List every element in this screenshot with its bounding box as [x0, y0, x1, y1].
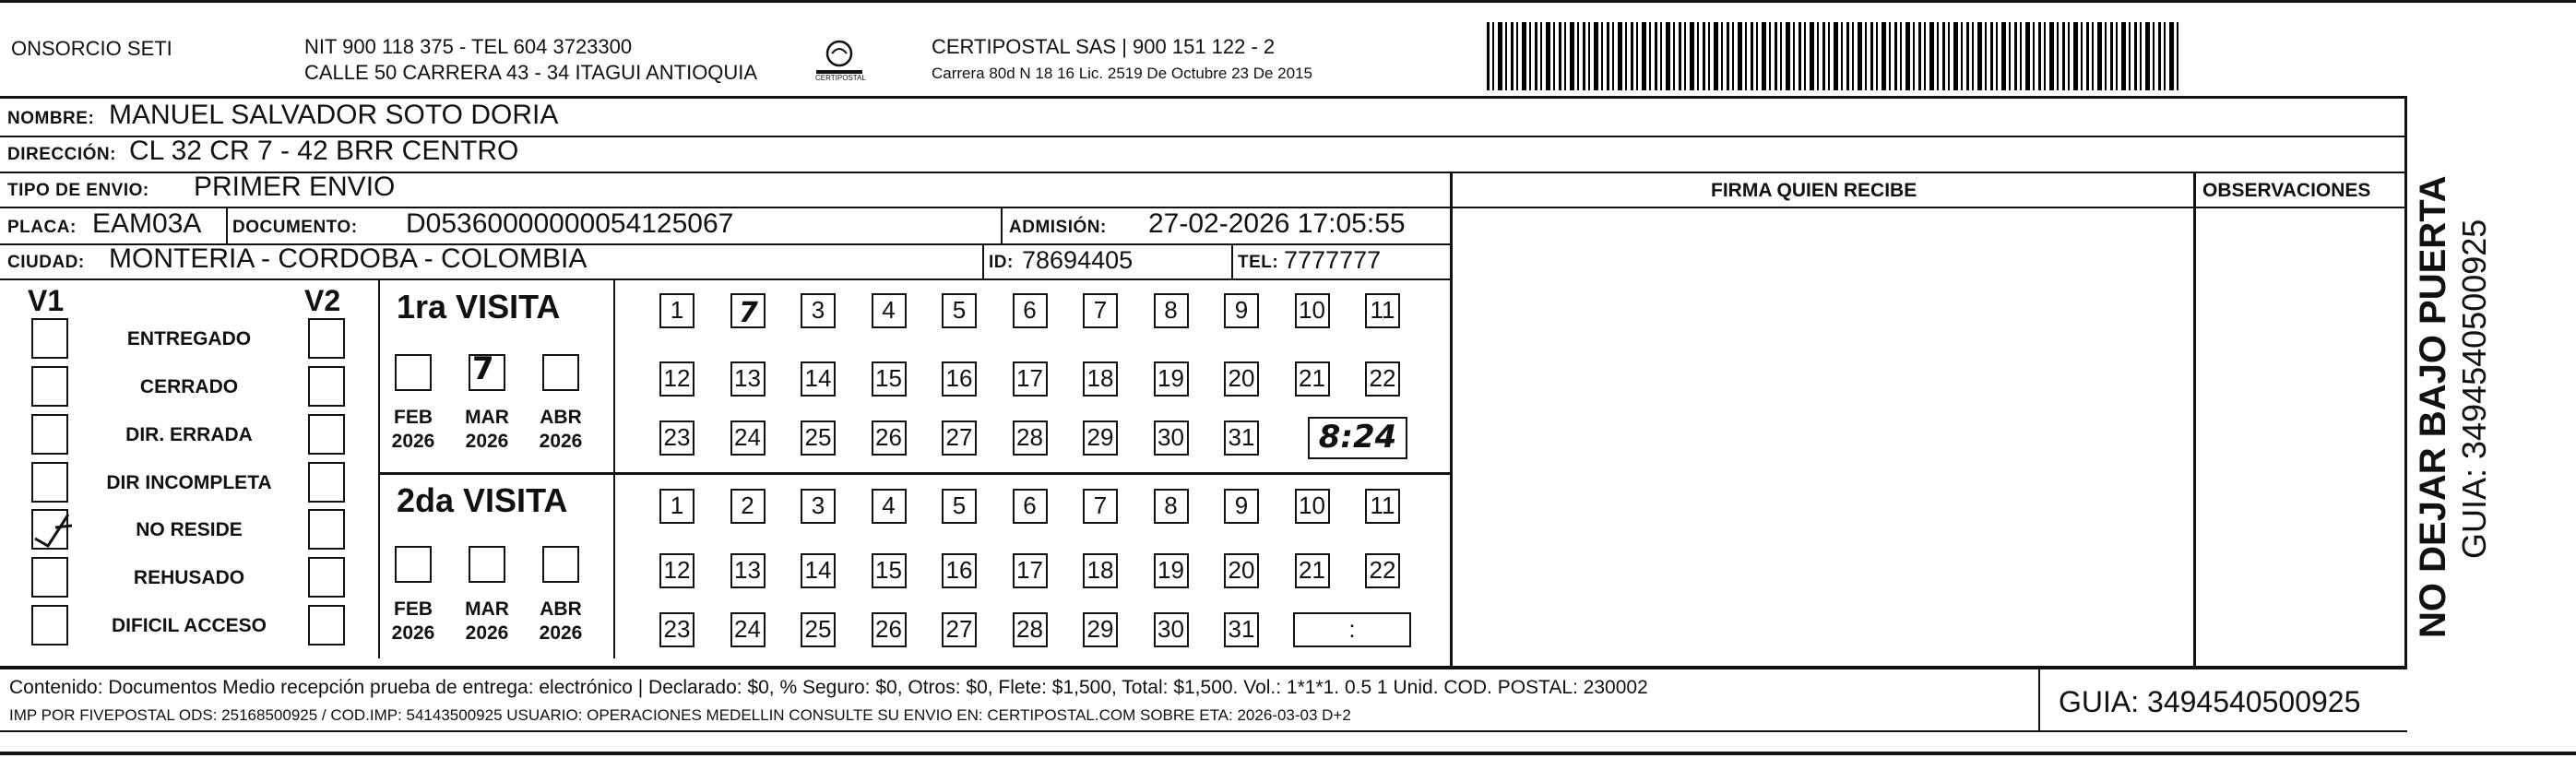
day-checkbox[interactable]: 19 [1154, 553, 1189, 588]
day-checkbox[interactable]: 21 [1295, 361, 1330, 397]
ciudad-label: CIUDAD: [7, 253, 85, 272]
cell-divider [226, 208, 228, 243]
v1-checkbox[interactable] [31, 318, 68, 359]
day-checkbox[interactable]: 12 [659, 553, 694, 588]
direccion-value: CL 32 CR 7 - 42 BRR CENTRO [129, 136, 519, 166]
day-checkbox[interactable]: 13 [730, 361, 766, 397]
handwritten-time: 8:24 [1308, 417, 1407, 459]
day-checkbox[interactable]: 27 [942, 420, 977, 456]
id-value: 78694405 [1022, 246, 1134, 274]
no-dejar-text: NO DEJAR BAJO PUERTA [2413, 175, 2453, 638]
day-checkbox[interactable]: 22 [1365, 361, 1400, 397]
day-checkbox[interactable]: 5 [942, 293, 977, 328]
day-checkbox[interactable]: 27 [942, 612, 977, 647]
day-checkbox[interactable]: 2 [730, 489, 766, 524]
day-checkbox[interactable]: 23 [659, 420, 694, 456]
day-checkbox[interactable]: 24 [730, 612, 766, 647]
reason-label: DIR. ERRADA [125, 424, 253, 445]
day-checkbox[interactable]: 19 [1154, 361, 1189, 397]
day-checkbox[interactable]: 8 [1154, 293, 1189, 328]
day-checkbox[interactable]: 6 [1013, 293, 1048, 328]
day-checkbox[interactable]: 28 [1013, 420, 1048, 456]
month-label: MAR [465, 598, 509, 620]
day-checkbox[interactable]: 20 [1224, 553, 1259, 588]
day-checkbox[interactable]: 9 [1224, 489, 1259, 524]
day-checkbox[interactable]: 16 [942, 553, 977, 588]
day-checkbox[interactable]: 3 [801, 293, 836, 328]
day-checkbox[interactable]: 29 [1083, 420, 1118, 456]
day-checkbox[interactable]: 21 [1295, 553, 1330, 588]
col-divider [1450, 173, 1453, 668]
month-checkbox[interactable] [542, 354, 579, 391]
check-mark-icon [31, 509, 74, 551]
reason-label: NO RESIDE [136, 519, 243, 540]
logo-text: CERTIPOSTAL [815, 74, 866, 82]
month-checkbox[interactable] [395, 546, 432, 583]
day-checkbox[interactable]: 6 [1013, 489, 1048, 524]
address-line: CALLE 50 CARRERA 43 - 34 ITAGUI ANTIOQUIA [304, 61, 758, 84]
month-checkbox[interactable] [395, 354, 432, 391]
year-label: 2026 [391, 622, 435, 644]
v2-checkbox[interactable] [308, 557, 345, 598]
day-checkbox[interactable]: 17 [1013, 361, 1048, 397]
placa-value: EAM03A [92, 208, 202, 239]
tipo-label: TIPO DE ENVIO: [7, 181, 149, 200]
firma-header: FIRMA QUIEN RECIBE [1711, 180, 1917, 201]
v2-checkbox[interactable] [308, 366, 345, 407]
certipostal-address: Carrera 80d N 18 16 Lic. 2519 De Octubre 23 De 2015 [932, 65, 1312, 82]
footer-divider [2038, 668, 2040, 732]
day-checkbox[interactable]: 15 [872, 553, 907, 588]
day-checkbox[interactable]: 10 [1295, 293, 1330, 328]
year-label: 2026 [465, 622, 509, 644]
reason-label: ENTREGADO [126, 328, 252, 349]
day-checkbox[interactable]: 28 [1013, 612, 1048, 647]
day-checkbox[interactable]: 17 [1013, 553, 1048, 588]
tipo-value: PRIMER ENVIO [194, 172, 396, 202]
year-label: 2026 [539, 431, 583, 452]
day-checkbox[interactable]: 5 [942, 489, 977, 524]
reason-label: CERRADO [139, 376, 239, 397]
documento-label: DOCUMENTO: [232, 218, 358, 237]
month-checkbox[interactable] [542, 546, 579, 583]
day-checkbox[interactable]: 18 [1083, 361, 1118, 397]
v2-checkbox[interactable] [308, 509, 345, 550]
frame-top [0, 96, 2407, 99]
day-checkbox[interactable]: 4 [872, 489, 907, 524]
visit-divider [378, 472, 1453, 475]
month-label: FEB [394, 598, 433, 620]
day-checkbox[interactable]: 25 [801, 420, 836, 456]
v1-checkbox[interactable] [31, 557, 68, 598]
v1-checkbox[interactable] [31, 366, 68, 407]
v1-checkbox[interactable] [31, 605, 68, 645]
frame-right [2404, 96, 2407, 668]
placa-label: PLACA: [7, 218, 77, 237]
nit-line: NIT 900 118 375 - TEL 604 3723300 [304, 35, 633, 58]
day-checkbox[interactable]: 14 [801, 553, 836, 588]
day-checkbox[interactable]: 31 [1224, 612, 1259, 647]
footer-guia: GUIA: 3494540500925 [2059, 685, 2361, 718]
second-visit-title: 2da VISITA [397, 481, 568, 519]
day-checkbox[interactable]: 31 [1224, 420, 1259, 456]
top-border [0, 0, 2576, 3]
v1-checkbox[interactable] [31, 414, 68, 455]
year-label: 2026 [465, 431, 509, 452]
day-checkbox[interactable]: 30 [1154, 420, 1189, 456]
ciudad-value: MONTERIA - CORDOBA - COLOMBIA [109, 243, 588, 274]
day-checkbox[interactable]: 10 [1295, 489, 1330, 524]
side-guia: GUIA: 3494540500925 [2455, 219, 2493, 559]
day-checkbox[interactable]: 15 [872, 361, 907, 397]
cell-divider [982, 245, 984, 278]
barcode [1487, 22, 2178, 90]
reason-label: REHUSADO [133, 567, 245, 588]
year-label: 2026 [539, 622, 583, 644]
cell-divider [1231, 245, 1233, 278]
company-name: ONSORCIO SETI [11, 37, 172, 60]
v1-label: V1 [28, 284, 65, 317]
month-checkbox[interactable] [469, 546, 505, 583]
tel-label: TEL: [1238, 253, 1279, 272]
observaciones-header: OBSERVACIONES [2202, 180, 2371, 201]
footer-line2: IMP POR FIVEPOSTAL ODS: 25168500925 / COD.IMP: 54143500925 USUARIO: OPERACIONES MEDELLIN CONSULTE SU ENVIO EN: CERTIPOSTAL.COM SOBRE ETA: 2026-03-03 D+2 [9, 706, 1351, 724]
day-checkbox[interactable]: 9 [1224, 293, 1259, 328]
day-checkbox[interactable]: 4 [872, 293, 907, 328]
v2-checkbox[interactable] [308, 605, 345, 645]
certipostal-line: CERTIPOSTAL SAS | 900 151 122 - 2 [932, 35, 1276, 58]
col-divider [2193, 173, 2196, 668]
handwritten-day-mark: 7 [739, 297, 758, 329]
day-checkbox[interactable]: 1 [659, 489, 694, 524]
day-checkbox[interactable]: 24 [730, 420, 766, 456]
day-checkbox[interactable]: 13 [730, 553, 766, 588]
reason-label: DIFICIL ACCESO [111, 615, 267, 636]
documento-value: D05360000000054125067 [406, 208, 734, 239]
day-checkbox[interactable]: 18 [1083, 553, 1118, 588]
month-label: ABR [540, 598, 582, 620]
day-checkbox[interactable]: 23 [659, 612, 694, 647]
time-field[interactable]: : [1293, 612, 1411, 647]
day-checkbox[interactable]: 12 [659, 361, 694, 397]
v2-checkbox[interactable] [308, 414, 345, 455]
day-checkbox[interactable]: 20 [1224, 361, 1259, 397]
tel-value: 7777777 [1284, 246, 1382, 274]
nombre-label: NOMBRE: [7, 109, 95, 128]
row-line [0, 278, 1453, 280]
day-checkbox[interactable]: 3 [801, 489, 836, 524]
month-label: MAR [465, 407, 509, 428]
footer-bottom [0, 730, 2407, 732]
day-checkbox[interactable]: 7 [1083, 489, 1118, 524]
day-checkbox[interactable]: 26 [872, 612, 907, 647]
nombre-value: MANUEL SALVADOR SOTO DORIA [109, 100, 559, 130]
id-label: ID: [989, 253, 1014, 272]
day-checkbox[interactable]: 11 [1365, 489, 1400, 524]
day-checkbox[interactable]: 8 [1154, 489, 1189, 524]
cell-divider [1001, 208, 1003, 243]
v2-checkbox[interactable] [308, 462, 345, 503]
day-checkbox[interactable]: 29 [1083, 612, 1118, 647]
admision-value: 27-02-2026 17:05:55 [1148, 208, 1406, 239]
month-label: FEB [394, 407, 433, 428]
handwritten-month-mark: 7 [472, 350, 494, 387]
col-divider [613, 280, 615, 658]
footer-line1: Contenido: Documentos Medio recepción prueba de entrega: electrónico | Declarado: $0, % Seguro: $0, Otros: $0, Flete: $1,500, Total: $1,500. Vol.: 1*1*1. 0.5 1 Unid. COD. POSTAL: 230002 [9, 677, 1648, 698]
month-label: ABR [540, 407, 582, 428]
day-checkbox[interactable]: 11 [1365, 293, 1400, 328]
day-checkbox[interactable]: 16 [942, 361, 977, 397]
year-label: 2026 [391, 431, 435, 452]
first-visit-title: 1ra VISITA [397, 288, 561, 326]
v2-checkbox[interactable] [308, 318, 345, 359]
day-checkbox[interactable]: 30 [1154, 612, 1189, 647]
day-checkbox[interactable]: 1 [659, 293, 694, 328]
day-checkbox[interactable]: 14 [801, 361, 836, 397]
day-checkbox[interactable]: 26 [872, 420, 907, 456]
day-checkbox[interactable]: 7 [1083, 293, 1118, 328]
footer-top [0, 668, 2407, 669]
day-checkbox[interactable]: 22 [1365, 553, 1400, 588]
direccion-label: DIRECCIÓN: [7, 145, 116, 164]
bottom-border [0, 752, 2576, 755]
col-divider [378, 280, 380, 658]
admision-label: ADMISIÓN: [1009, 218, 1107, 237]
v1-checkbox[interactable] [31, 462, 68, 503]
day-checkbox[interactable]: 25 [801, 612, 836, 647]
reason-label: DIR INCOMPLETA [106, 472, 272, 493]
v2-label: V2 [304, 284, 341, 317]
